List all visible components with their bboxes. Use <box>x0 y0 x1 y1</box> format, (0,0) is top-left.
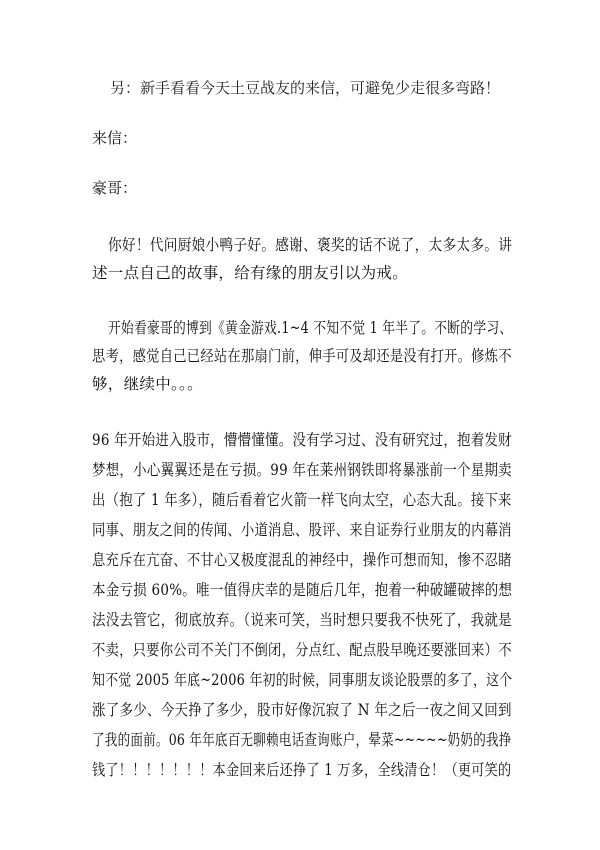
paragraph-line: 出（抱了 1 年多），随后看着它火箭一样飞向太空，心态大乱。接下来 <box>92 491 512 509</box>
paragraph-line: 96 年开始进入股市，懵懵懂懂。没有学习过、没有研究过，抱着发财 <box>92 431 512 449</box>
paragraph-line: 述一点自己的故事，给有缘的朋友引以为戒。 <box>92 264 409 282</box>
paragraph-line: 不卖，只要你公司不关门不倒闭，分点红、配点股早晚还要涨回来）不 <box>92 641 512 659</box>
letter-label: 来信： <box>92 129 138 147</box>
paragraph-line: 知不觉 2005 年底~2006 年初的时候，同事朋友谈论股票的多了，这个 <box>92 671 513 689</box>
paragraph-line: 钱了！！！！！！！本金回来后还挣了 1 万多，全线清仓！（更可笑的 <box>92 761 512 779</box>
paragraph-line: 梦想，小心翼翼还是在亏损。99 年在莱州钢铁即将暴涨前一个星期卖 <box>92 461 512 479</box>
paragraph-line: 息充斥在亢奋、不甘心又极度混乱的神经中，操作可想而知，惨不忍睹 <box>92 551 512 569</box>
paragraph-line: 开始看豪哥的博到《黄金游戏.1~4 不知不觉 1 年半了。不断的学习、 <box>108 319 513 337</box>
paragraph-line: 了我的面前。06 年年底百无聊赖电话查询账户，晕菜~~~~~奶奶的我挣 <box>92 731 512 749</box>
paragraph-line: 思考，感觉自己已经站在那扇门前，伸手可及却还是没有打开。修炼不 <box>92 347 512 365</box>
paragraph-line: 同事、朋友之间的传闻、小道消息、股评、来自证券行业朋友的内幕消 <box>92 521 512 539</box>
paragraph-line: 涨了多少、今天挣了多少，股市好像沉寂了 N 年之后一夜之间又回到 <box>92 701 512 719</box>
intro-note: 另：新手看看今天土豆战友的来信，可避免少走很多弯路！ <box>110 79 501 97</box>
salutation: 豪哥： <box>92 179 138 197</box>
paragraph-line: 法没去管它，彻底放弃。（说来可笑，当时想只要我不快死了，我就是 <box>92 611 512 629</box>
paragraph-line: 够，继续中。。。 <box>92 375 203 393</box>
paragraph-line: 本金亏损 60%。唯一值得庆幸的是随后几年，抱着一种破罐破摔的想 <box>92 581 513 599</box>
paragraph-line: 你好！代问厨娘小鸭子好。感谢、褒奖的话不说了，太多太多。讲 <box>108 236 513 254</box>
